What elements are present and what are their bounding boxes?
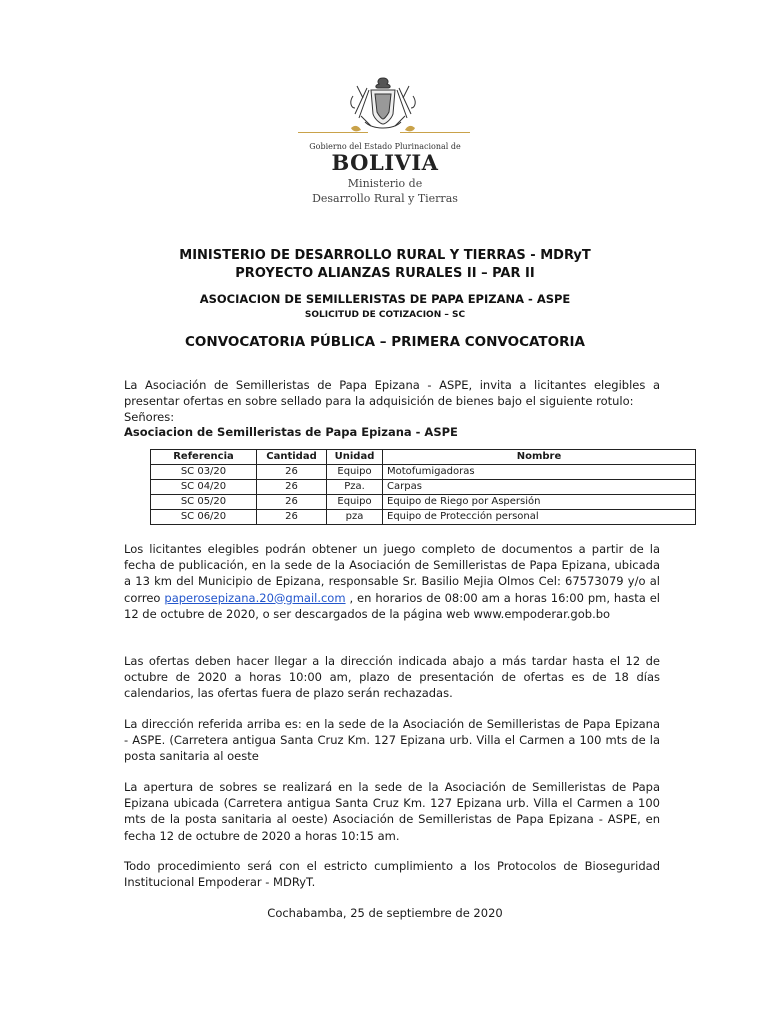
table-row [151,480,696,495]
cell-unidad: Pza. [327,480,383,495]
col-header-nombre: Nombre [383,450,696,465]
col-header-cantidad: Cantidad [257,450,327,465]
cell-cantidad: 26 [257,495,327,510]
table-header-row [151,450,696,465]
documents-text-before: Los licitantes elegibles podrán obtener un juego completo de documentos a partir de la fecha de publicación, en la sede de la Asociación de Semilleristas de Papa Epizana, ubicada a 13 km del Municipio de Epizana, responsable Sr. Basilio Mejia Olmos Cel: 67573079 y/o al correo [124,542,660,605]
cell-nombre: Equipo de Riego por Aspersión [383,495,696,510]
ministry-line-2: Desarrollo Rural y Tierras [312,192,458,205]
intro-paragraph [124,377,660,426]
cell-nombre: Motofumigadoras [383,465,696,480]
cell-referencia: SC 03/20 [151,465,257,480]
country-name: BOLIVIA [331,150,439,175]
title-association: ASOCIACION DE SEMILLERISTAS DE PAPA EPIZANA - ASPE [199,292,571,306]
table-row [151,495,696,510]
cell-cantidad: 26 [257,465,327,480]
items-table [150,449,696,525]
cell-referencia: SC 04/20 [151,480,257,495]
cell-unidad: pza [327,510,383,525]
address-paragraph: La dirección referida arriba es: en la sede de la Asociación de Semilleristas de Papa Epizana - ASPE. (Carretera antigua Santa Cruz Km. 127 Epizana urb. Villa el Carmen a 100 mts de la posta sanitaria al oeste [124,717,660,764]
intro-text: La Asociación de Semilleristas de Papa Epizana - ASPE, invita a licitantes elegibles a presentar ofertas en sobre sellado para la adquisición de bienes bajo el siguiente rotulo: [124,378,660,409]
title-request: SOLICITUD DE COTIZACION – SC [304,310,466,320]
protocol-paragraph: Todo procedimiento será con el estricto cumplimiento a los Protocolos de Bioseguridad Institucional Empoderar - MDRyT. [124,859,660,890]
cell-nombre: Equipo de Protección personal [383,510,696,525]
place-and-date: Cochabamba, 25 de septiembre de 2020 [267,906,503,920]
title-call: CONVOCATORIA PÚBLICA – PRIMERA CONVOCATORIA [185,334,585,350]
documents-text-after: , en horarios de 08:00 am a horas 16:00 pm, hasta el 12 de octubre de 2020, o ser descargados de la página web www.empoderar.gob.bo [124,590,660,621]
cell-referencia: SC 05/20 [151,495,257,510]
table-row [151,510,696,525]
deadline-paragraph: Las ofertas deben hacer llegar a la dirección indicada abajo a más tardar hasta el 12 de octubre de 2020 a horas 10:00 am, plazo de presentación de ofertas es de 18 días calendarios, las ofertas fuera de plazo serán rechazadas. [124,654,660,701]
government-line: Gobierno del Estado Plurinacional de [309,142,461,151]
documents-paragraph [124,541,660,622]
header-rule-left [298,132,368,133]
title-project: PROYECTO ALIANZAS RURALES II – PAR II [235,266,535,281]
cell-nombre: Carpas [383,480,696,495]
cell-cantidad: 26 [257,510,327,525]
addressee: Asociacion de Semilleristas de Papa Epizana - ASPE [124,425,458,439]
cell-unidad: Equipo [327,465,383,480]
email-link[interactable]: paperosepizana.20@gmail.com [164,590,346,605]
ministry-line-1: Ministerio de [347,177,423,190]
cell-referencia: SC 06/20 [151,510,257,525]
col-header-unidad: Unidad [327,450,383,465]
salutation: Señores: [124,410,175,425]
opening-paragraph: La apertura de sobres se realizará en la sede de la Asociación de Semilleristas de Papa Epizana ubicada (Carretera antigua Santa Cruz Km. 127 Epizana urb. Villa el Carmen a 100 mts de la posta sanitaria al oeste) Asociación de Semilleristas de Papa Epizana - ASPE, en fecha 12 de octubre de 2020 a horas 10:15 am. [124,780,660,843]
col-header-referencia: Referencia [151,450,257,465]
table-row [151,465,696,480]
title-ministry: MINISTERIO DE DESARROLLO RURAL Y TIERRAS - MDRyT [179,248,591,263]
cell-cantidad: 26 [257,480,327,495]
cell-unidad: Equipo [327,495,383,510]
header-rule-right [400,132,470,133]
coat-of-arms-icon [345,74,421,136]
